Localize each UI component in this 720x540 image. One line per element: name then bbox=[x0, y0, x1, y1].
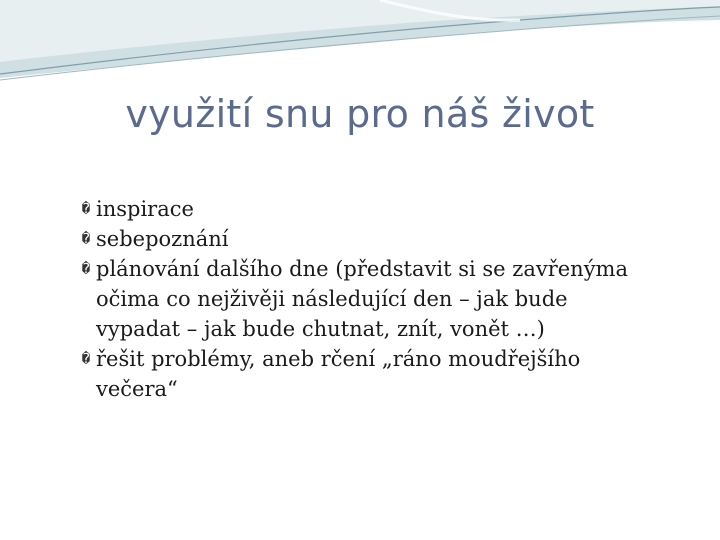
list-item-text: inspirace bbox=[96, 197, 194, 221]
list-item-text: sebepoznání bbox=[96, 227, 229, 251]
list-item bbox=[78, 224, 658, 254]
header-wave-decoration bbox=[0, 0, 720, 90]
bullet-list bbox=[78, 194, 658, 404]
slide-title: využití snu pro náš život bbox=[125, 92, 595, 136]
bullet-icon: � bbox=[81, 231, 91, 247]
list-item-text: plánování dalšího dne (představit si se zavřenýma očima co nejživěji následující den – jak bude vypadat – jak bude chutnat, znít, vonět …) bbox=[96, 257, 628, 341]
list-item bbox=[78, 254, 658, 344]
bullet-icon: � bbox=[81, 261, 91, 277]
bullet-icon: � bbox=[81, 351, 91, 367]
list-item bbox=[78, 344, 658, 404]
bullet-icon: � bbox=[81, 201, 91, 217]
list-item bbox=[78, 194, 658, 224]
list-item-text: řešit problémy, aneb rčení „ráno moudřejšího večera“ bbox=[96, 347, 581, 401]
